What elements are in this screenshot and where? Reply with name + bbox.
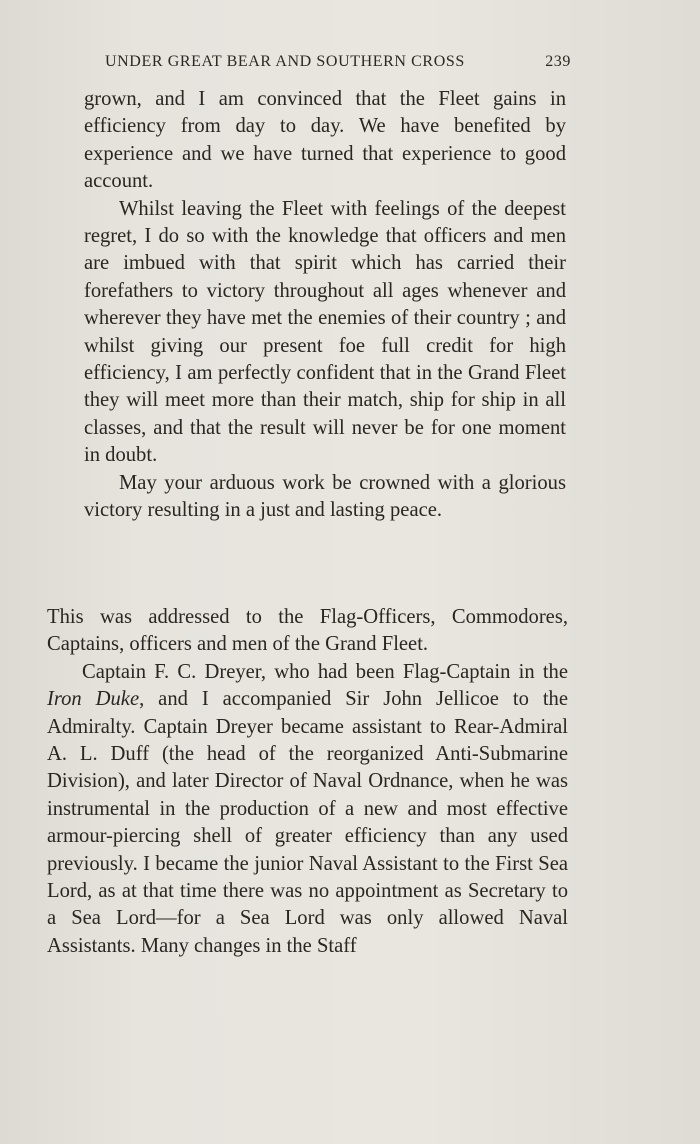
ship-name: Iron Duke [47, 688, 140, 711]
body-text-span: Captain F. C. Dreyer, who had been Flag-Captain in the [82, 660, 568, 683]
quoted-letter [84, 86, 566, 525]
page-number: 239 [545, 53, 571, 70]
body-text-span: , and I accompanied Sir John Jellicoe to the Admiralty. Captain Dreyer became assistant to Rear-Admiral A. L. Duff (the head of the reorganized Anti-Submarine Division), and later Director of Naval Ordnance, when he was instrumental in the production of a new and most effective armour-piercing shell of greater efficiency than any used previously. I became the junior Naval Assistant to the First Sea Lord, as at that time there was no appointment as Secretary to a Sea Lord—for a Sea Lord was only allowed Naval Assistants. Many changes in the Staff [47, 688, 568, 957]
running-title: UNDER GREAT BEAR AND SOUTHERN CROSS [105, 53, 465, 70]
quote-paragraph: grown, and I am convinced that the Fleet gains in efficiency from day to day. We have benefited by experience and we have turned that experience to good account. [84, 88, 566, 193]
body-paragraph [47, 659, 568, 960]
quote-paragraph: May your arduous work be crowned with a glorious victory resulting in a just and lasting peace. [84, 471, 566, 522]
quote-paragraph: Whilst leaving the Fleet with feelings of the deepest regret, I do so with the knowledge that officers and men are imbued with that spirit which has carried their forefathers to victory throughout all ages whenever and wherever they have met the enemies of their country ; and whilst giving our present foe full credit for high efficiency, I am perfectly confident that in the Grand Fleet they will meet more than their match, ship for ship in all classes, and that the result will never be for one moment in doubt. [84, 197, 566, 467]
running-head [105, 53, 571, 77]
body-text [47, 604, 568, 960]
body-paragraph: This was addressed to the Flag-Officers, Commodores, Captains, officers and men of the Grand Fleet. [47, 606, 568, 656]
